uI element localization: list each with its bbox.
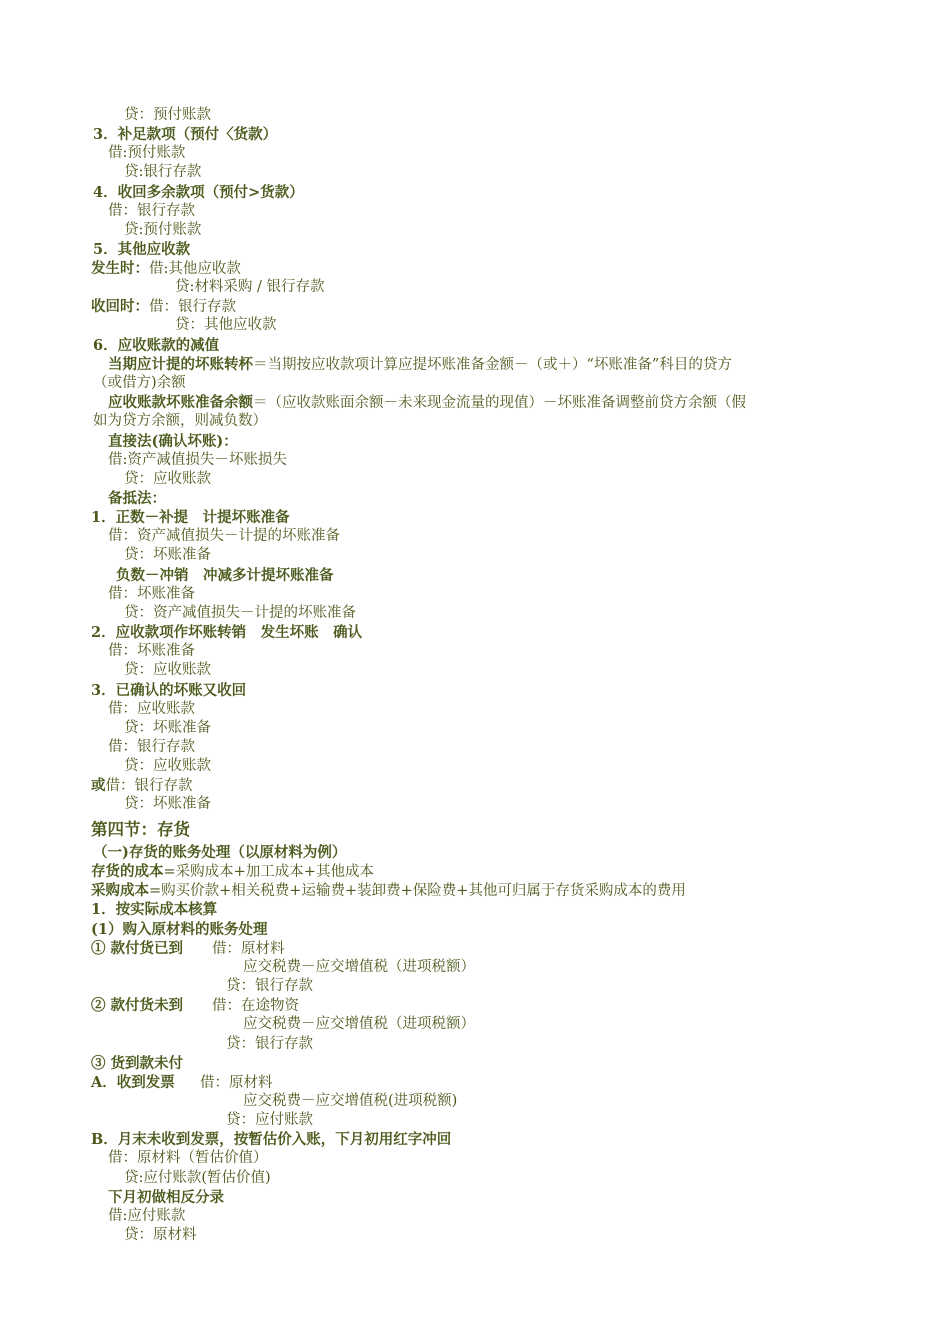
inline-text: 借：银行存款: [149, 299, 236, 315]
text-line: 借：原材料（暂估价值）: [108, 1150, 268, 1166]
inline-label: ① 款付货已到: [91, 940, 184, 957]
text-line: [91, 939, 285, 959]
inline-label: ② 款付货未到: [91, 997, 184, 1014]
text-line: [91, 881, 686, 901]
inline-text: 借：在途物资: [212, 998, 299, 1014]
text-line: [91, 862, 374, 882]
text-line: [91, 297, 236, 317]
text-line: 贷：原材料: [124, 1227, 197, 1243]
inline-label: 存货的成本: [91, 863, 164, 880]
text-line: [108, 393, 746, 413]
text-line: 借：坏账准备: [108, 643, 195, 659]
text-line: （或借方)余额: [93, 375, 186, 391]
inline-text: =购买价款+相关税费+运输费+装卸费+保险费+其他可归属于存货采购成本的费用: [149, 883, 686, 899]
text-line: 借:资产减值损失－坏账损失: [108, 452, 287, 468]
inline-label: A．收到发票: [91, 1074, 175, 1091]
section-heading: 3．已确认的坏账又收回: [91, 682, 247, 699]
text-line: 贷：应付账款: [226, 1112, 313, 1128]
inline-label: 采购成本: [91, 882, 149, 899]
text-line: [91, 1073, 273, 1093]
inline-text: 借：原材料: [200, 1075, 273, 1091]
section-heading: 5．其他应收款: [93, 241, 191, 258]
section-heading: 1．正数－补提 计提坏账准备: [91, 509, 290, 526]
text-line: [108, 355, 732, 375]
text-line: 贷:应付账款(暂估价值): [124, 1170, 271, 1186]
text-line: 贷：坏账准备: [124, 796, 211, 812]
text-line: 借：资产减值损失－计提的坏账准备: [108, 528, 340, 544]
chapter-heading: 第四节：存货: [91, 820, 190, 839]
text-line: 借:预付账款: [108, 145, 186, 161]
section-heading: （一)存货的账务处理（以原材料为例）: [93, 844, 347, 861]
text-line: 借：银行存款: [108, 203, 195, 219]
section-heading: 2．应收款项作坏账转销 发生坏账 确认: [91, 624, 363, 641]
section-heading: 下月初做相反分录: [108, 1189, 224, 1206]
section-heading: 6．应收账款的减值: [93, 337, 220, 354]
inline-text: 借：银行存款: [105, 778, 193, 794]
section-heading: 1．按实际成本核算: [91, 901, 218, 918]
text-line: 借：坏账准备: [108, 586, 195, 602]
inline-text: 借：原材料: [212, 941, 285, 957]
section-heading: 备抵法：: [108, 490, 166, 507]
text-line: 应交税费－应交增值税（进项税额）: [243, 1016, 475, 1032]
text-line: 贷：坏账准备: [124, 720, 211, 736]
text-line: 应交税费－应交增值税(进项税额): [243, 1093, 458, 1109]
text-line: 应交税费－应交增值税（进项税额）: [243, 959, 475, 975]
section-heading: 3．补足款项（预付〈货款）: [93, 126, 278, 143]
section-heading: 直接法(确认坏账)：: [108, 433, 238, 450]
text-line: 贷：银行存款: [226, 978, 313, 994]
inline-text: =采购成本+加工成本+其他成本: [163, 864, 374, 880]
text-line: 贷：应收账款: [124, 471, 211, 487]
text-line: 贷:银行存款: [124, 164, 202, 180]
section-heading: ③ 货到款未付: [91, 1055, 184, 1072]
section-heading: B．月末未收到发票，按暂估价入账，下月初用红字冲回: [91, 1131, 452, 1148]
text-line: 贷：预付账款: [124, 107, 211, 123]
text-line: 贷：其他应收款: [175, 317, 277, 333]
text-line: [91, 776, 193, 796]
text-line: 贷:预付账款: [124, 222, 202, 238]
text-line: 贷：应收账款: [124, 758, 211, 774]
text-line: 贷：银行存款: [226, 1036, 313, 1052]
inline-text: ＝（应收款账面余额－未来现金流量的现值）－坏账准备调整前贷方余额（假: [253, 395, 746, 411]
text-line: [91, 259, 241, 279]
text-line: 贷：应收账款: [124, 662, 211, 678]
section-heading: (1）购入原材料的账务处理: [91, 921, 268, 938]
text-line: 贷:材料采购 / 银行存款: [175, 279, 325, 295]
text-line: 如为贷方余额，则减负数）: [93, 413, 267, 429]
inline-text: 借:其他应收款: [149, 261, 241, 277]
inline-label: 应收账款坏账准备余额: [108, 394, 253, 411]
inline-label: 发生时：: [91, 260, 149, 277]
text-line: 贷：坏账准备: [124, 547, 211, 563]
text-line: 借：银行存款: [108, 739, 195, 755]
inline-label: 或: [91, 777, 106, 794]
inline-text: ＝当期按应收款项计算应提坏账准备金额－（或＋）“坏账准备”科目的贷方: [253, 357, 732, 373]
text-line: 贷：资产减值损失－计提的坏账准备: [124, 605, 356, 621]
inline-label: 当期应计提的坏账转杯: [108, 356, 253, 373]
text-line: 借：应收账款: [108, 701, 195, 717]
text-line: [91, 996, 299, 1016]
inline-label: 收回时：: [91, 298, 149, 315]
section-heading: 负数－冲销 冲减多计提坏账准备: [116, 567, 334, 584]
text-line: 借:应付账款: [108, 1208, 186, 1224]
section-heading: 4．收回多余款项（预付>货款）: [93, 184, 304, 201]
